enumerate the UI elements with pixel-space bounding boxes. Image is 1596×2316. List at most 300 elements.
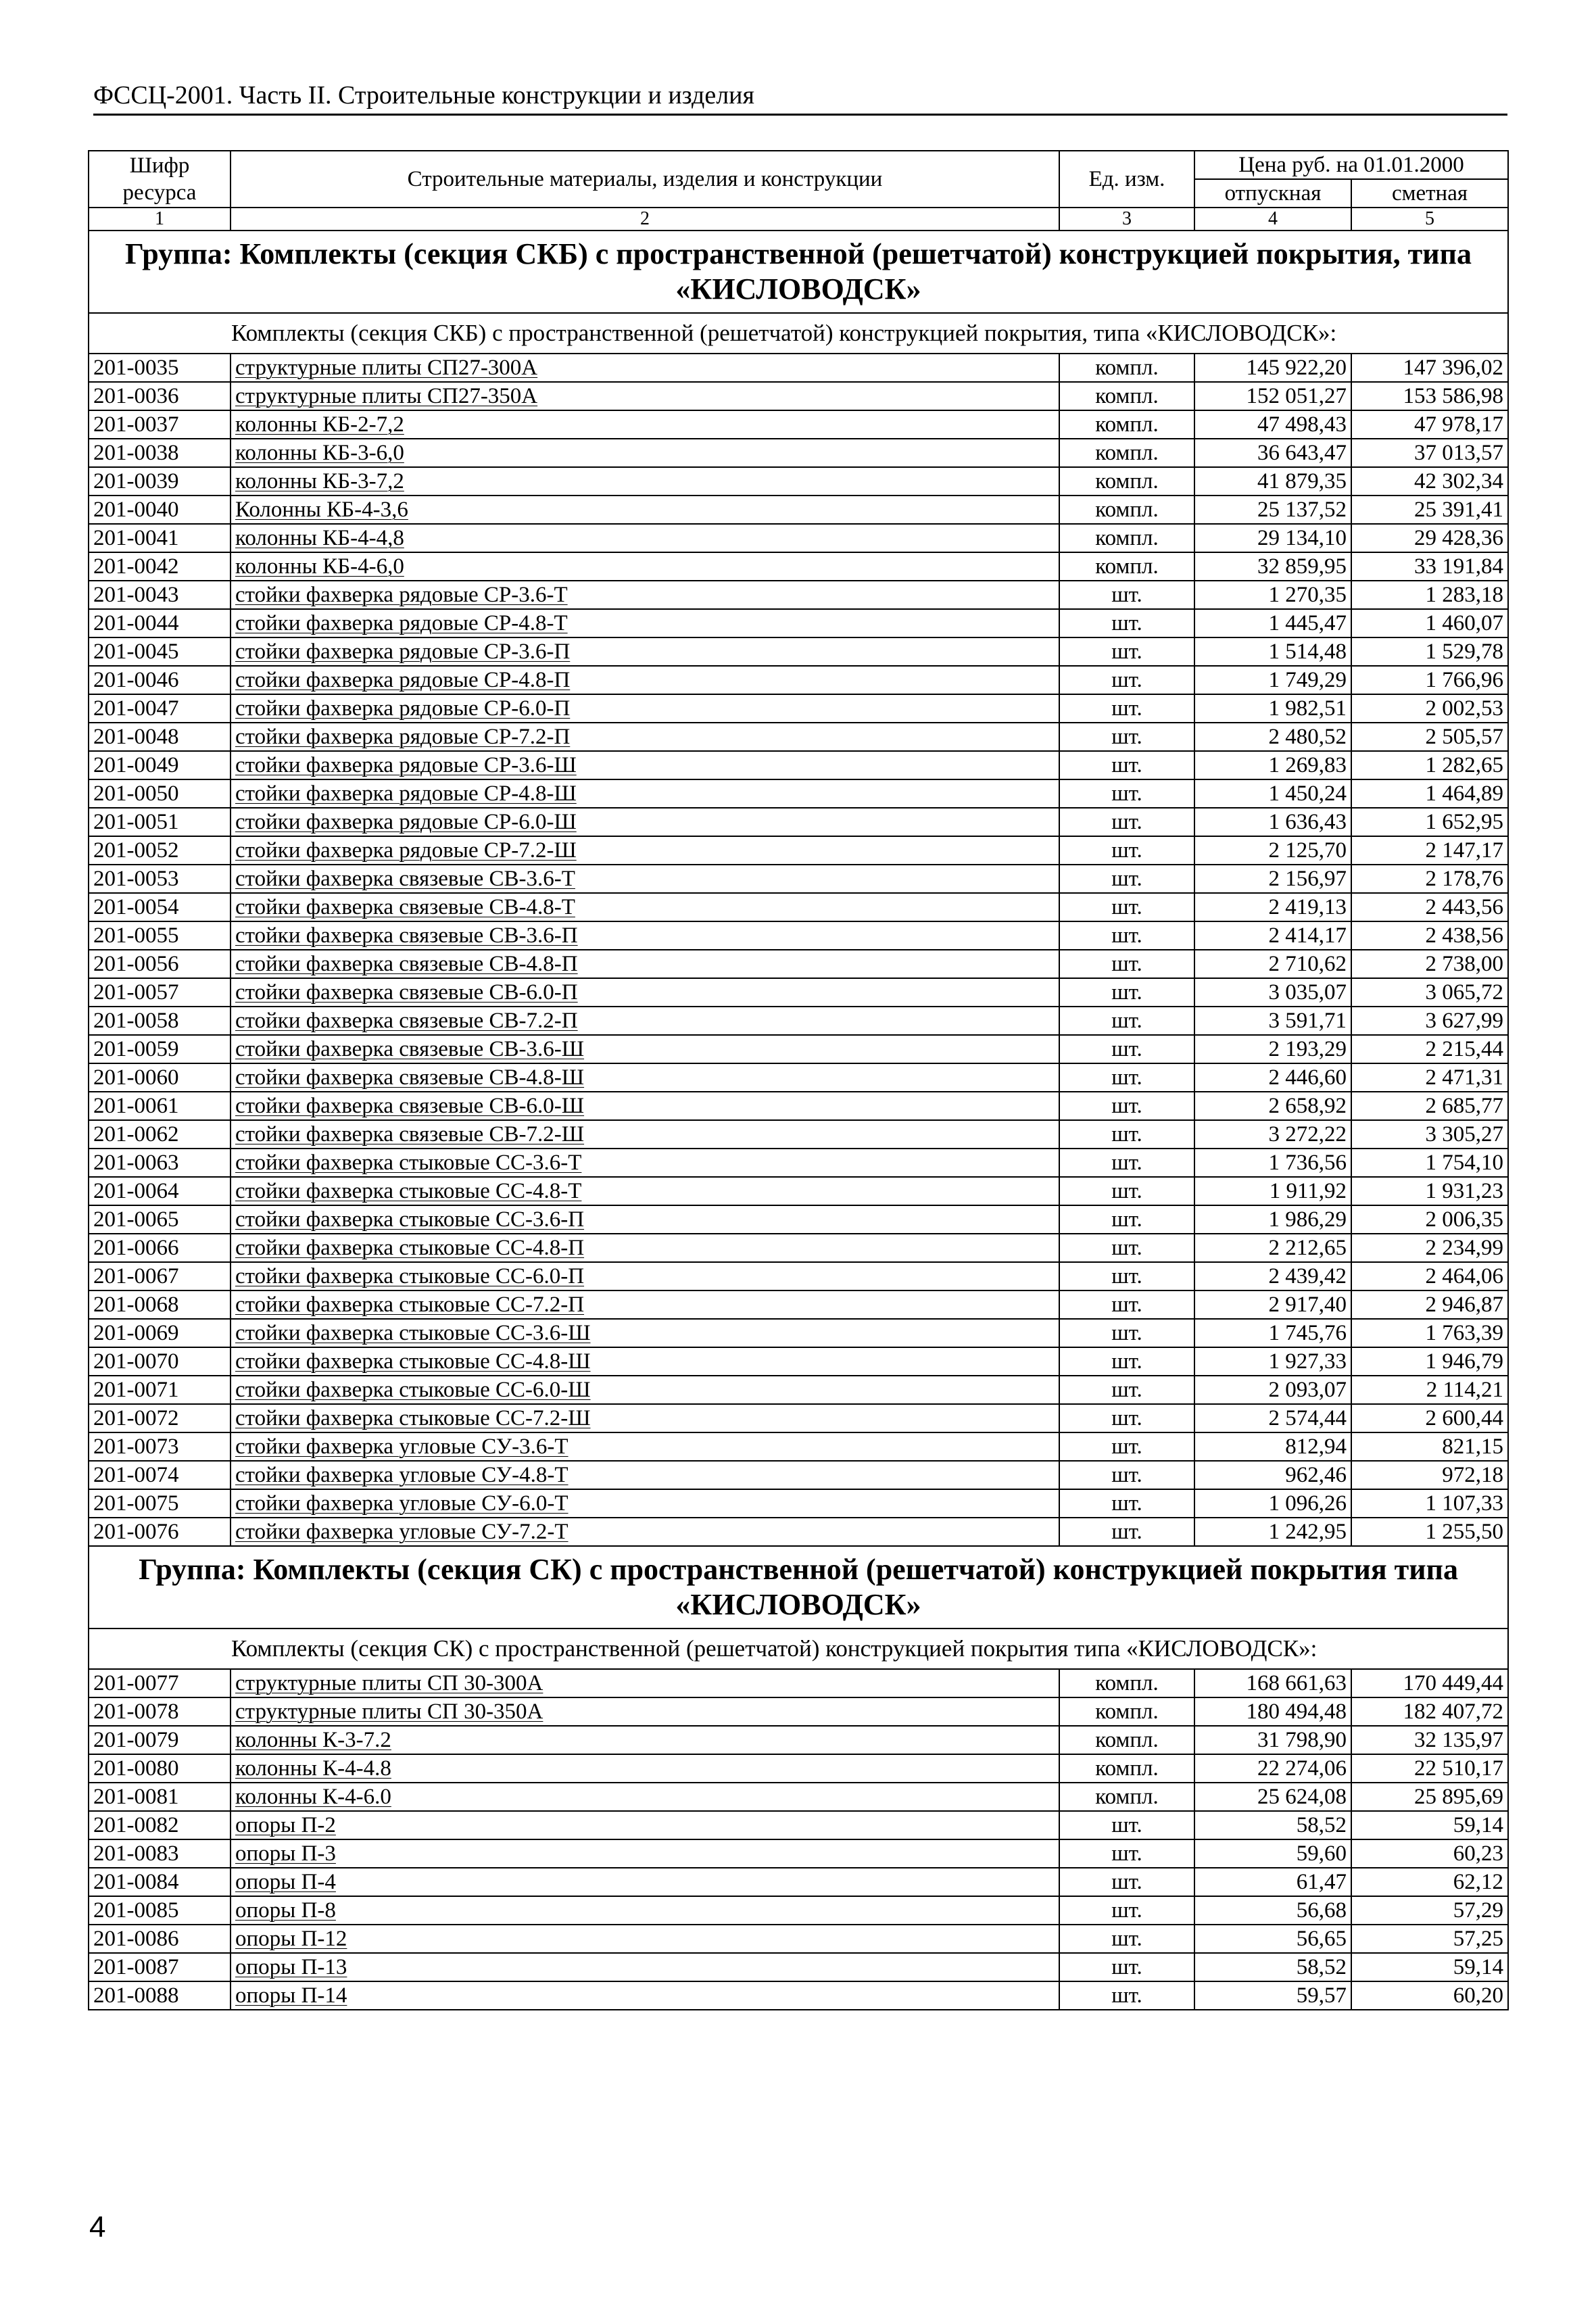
unit-cell: компл. bbox=[1059, 467, 1194, 496]
resource-code: 201-0042 bbox=[89, 552, 231, 581]
item-name: стойки фахверка рядовые СР-3.6-Т bbox=[231, 581, 1059, 609]
resource-code: 201-0077 bbox=[89, 1669, 231, 1697]
col-header-code: Шифр ресурса bbox=[89, 151, 231, 208]
item-name: стойки фахверка связевые СВ-4.8-Ш bbox=[231, 1063, 1059, 1092]
estimate-price: 60,23 bbox=[1351, 1839, 1508, 1868]
table-row bbox=[89, 552, 1508, 581]
table-row bbox=[89, 1319, 1508, 1347]
release-price: 41 879,35 bbox=[1194, 467, 1351, 496]
estimate-price: 57,25 bbox=[1351, 1925, 1508, 1953]
table-row bbox=[89, 1120, 1508, 1149]
unit-cell: шт. bbox=[1059, 1092, 1194, 1120]
unit-cell: шт. bbox=[1059, 1063, 1194, 1092]
estimate-price: 1 464,89 bbox=[1351, 779, 1508, 808]
estimate-price: 1 652,95 bbox=[1351, 808, 1508, 836]
estimate-price: 59,14 bbox=[1351, 1811, 1508, 1839]
resource-code: 201-0038 bbox=[89, 439, 231, 467]
unit-cell: шт. bbox=[1059, 1120, 1194, 1149]
col-number: 3 bbox=[1059, 208, 1194, 231]
unit-cell: компл. bbox=[1059, 382, 1194, 410]
release-price: 1 911,92 bbox=[1194, 1177, 1351, 1205]
table-row bbox=[89, 1925, 1508, 1953]
estimate-price: 1 460,07 bbox=[1351, 609, 1508, 637]
item-name: стойки фахверка связевые СВ-3.6-Ш bbox=[231, 1035, 1059, 1063]
release-price: 32 859,95 bbox=[1194, 552, 1351, 581]
item-name: Колонны КБ-4-3,6 bbox=[231, 496, 1059, 524]
item-name: опоры П-12 bbox=[231, 1925, 1059, 1953]
estimate-price: 62,12 bbox=[1351, 1868, 1508, 1896]
estimate-price: 60,20 bbox=[1351, 1981, 1508, 2010]
table-header bbox=[89, 151, 1508, 231]
col-header-price-group: Цена руб. на 01.01.2000 bbox=[1194, 151, 1508, 179]
resource-code: 201-0075 bbox=[89, 1489, 231, 1518]
item-name: колонны К-4-4.8 bbox=[231, 1754, 1059, 1783]
unit-cell: шт. bbox=[1059, 808, 1194, 836]
release-price: 1 450,24 bbox=[1194, 779, 1351, 808]
table-row bbox=[89, 1868, 1508, 1896]
table-row bbox=[89, 893, 1508, 921]
resource-code: 201-0057 bbox=[89, 978, 231, 1007]
item-name: стойки фахверка стыковые СС-3.6-Т bbox=[231, 1149, 1059, 1177]
release-price: 1 736,56 bbox=[1194, 1149, 1351, 1177]
resource-code: 201-0087 bbox=[89, 1953, 231, 1981]
item-name: стойки фахверка рядовые СР-4.8-Т bbox=[231, 609, 1059, 637]
unit-cell: шт. bbox=[1059, 1177, 1194, 1205]
release-price: 1 986,29 bbox=[1194, 1205, 1351, 1234]
table-row bbox=[89, 524, 1508, 552]
unit-cell: шт. bbox=[1059, 978, 1194, 1007]
estimate-price: 22 510,17 bbox=[1351, 1754, 1508, 1783]
item-name: стойки фахверка связевые СВ-4.8-Т bbox=[231, 893, 1059, 921]
unit-cell: шт. bbox=[1059, 581, 1194, 609]
table-row bbox=[89, 1896, 1508, 1925]
item-name: опоры П-8 bbox=[231, 1896, 1059, 1925]
unit-cell: шт. bbox=[1059, 1319, 1194, 1347]
col-header-unit: Ед. изм. bbox=[1059, 151, 1194, 208]
estimate-price: 1 931,23 bbox=[1351, 1177, 1508, 1205]
estimate-price: 2 006,35 bbox=[1351, 1205, 1508, 1234]
table-row bbox=[89, 1754, 1508, 1783]
resource-code: 201-0035 bbox=[89, 354, 231, 382]
item-name: стойки фахверка угловые СУ-7.2-Т bbox=[231, 1518, 1059, 1546]
table-row bbox=[89, 1347, 1508, 1376]
item-name: стойки фахверка угловые СУ-4.8-Т bbox=[231, 1461, 1059, 1489]
item-name: стойки фахверка рядовые СР-4.8-Ш bbox=[231, 779, 1059, 808]
unit-cell: шт. bbox=[1059, 1205, 1194, 1234]
unit-cell: компл. bbox=[1059, 439, 1194, 467]
table-row bbox=[89, 1432, 1508, 1461]
estimate-price: 1 529,78 bbox=[1351, 637, 1508, 666]
release-price: 2 446,60 bbox=[1194, 1063, 1351, 1092]
unit-cell: шт. bbox=[1059, 779, 1194, 808]
estimate-price: 33 191,84 bbox=[1351, 552, 1508, 581]
item-name: стойки фахверка рядовые СР-7.2-Ш bbox=[231, 836, 1059, 865]
unit-cell: шт. bbox=[1059, 1896, 1194, 1925]
table-row bbox=[89, 1262, 1508, 1290]
estimate-price: 47 978,17 bbox=[1351, 410, 1508, 439]
release-price: 2 658,92 bbox=[1194, 1092, 1351, 1120]
release-price: 2 419,13 bbox=[1194, 893, 1351, 921]
release-price: 812,94 bbox=[1194, 1432, 1351, 1461]
estimate-price: 2 178,76 bbox=[1351, 865, 1508, 893]
table-row bbox=[89, 354, 1508, 382]
release-price: 29 134,10 bbox=[1194, 524, 1351, 552]
table-row bbox=[89, 1726, 1508, 1754]
unit-cell: шт. bbox=[1059, 836, 1194, 865]
resource-code: 201-0047 bbox=[89, 694, 231, 723]
release-price: 61,47 bbox=[1194, 1868, 1351, 1896]
unit-cell: шт. bbox=[1059, 1953, 1194, 1981]
table-row bbox=[89, 1461, 1508, 1489]
item-name: колонны КБ-4-6,0 bbox=[231, 552, 1059, 581]
table-row bbox=[89, 1404, 1508, 1432]
table-row bbox=[89, 1669, 1508, 1697]
table-row bbox=[89, 1007, 1508, 1035]
col-number: 2 bbox=[231, 208, 1059, 231]
estimate-price: 2 600,44 bbox=[1351, 1404, 1508, 1432]
resource-code: 201-0066 bbox=[89, 1234, 231, 1262]
table-body bbox=[89, 231, 1508, 2010]
table-row bbox=[89, 1290, 1508, 1319]
release-price: 59,57 bbox=[1194, 1981, 1351, 2010]
release-price: 25 624,08 bbox=[1194, 1783, 1351, 1811]
table-row bbox=[89, 978, 1508, 1007]
resource-code: 201-0065 bbox=[89, 1205, 231, 1234]
resource-code: 201-0071 bbox=[89, 1376, 231, 1404]
estimate-price: 821,15 bbox=[1351, 1432, 1508, 1461]
release-price: 1 927,33 bbox=[1194, 1347, 1351, 1376]
item-name: стойки фахверка рядовые СР-3.6-П bbox=[231, 637, 1059, 666]
unit-cell: компл. bbox=[1059, 496, 1194, 524]
release-price: 145 922,20 bbox=[1194, 354, 1351, 382]
item-name: стойки фахверка связевые СВ-6.0-Ш bbox=[231, 1092, 1059, 1120]
table-row bbox=[89, 1811, 1508, 1839]
item-name: стойки фахверка стыковые СС-6.0-П bbox=[231, 1262, 1059, 1290]
item-name: опоры П-3 bbox=[231, 1839, 1059, 1868]
table-row bbox=[89, 1783, 1508, 1811]
item-name: опоры П-13 bbox=[231, 1953, 1059, 1981]
resource-code: 201-0048 bbox=[89, 723, 231, 751]
estimate-price: 1 766,96 bbox=[1351, 666, 1508, 694]
unit-cell: шт. bbox=[1059, 1035, 1194, 1063]
table-row bbox=[89, 808, 1508, 836]
resource-code: 201-0063 bbox=[89, 1149, 231, 1177]
resource-code: 201-0054 bbox=[89, 893, 231, 921]
unit-cell: компл. bbox=[1059, 1726, 1194, 1754]
item-name: стойки фахверка рядовые СР-6.0-П bbox=[231, 694, 1059, 723]
item-name: колонны КБ-3-7,2 bbox=[231, 467, 1059, 496]
unit-cell: шт. bbox=[1059, 751, 1194, 779]
unit-cell: компл. bbox=[1059, 1783, 1194, 1811]
table-row bbox=[89, 921, 1508, 950]
resource-code: 201-0045 bbox=[89, 637, 231, 666]
resource-code: 201-0055 bbox=[89, 921, 231, 950]
unit-cell: шт. bbox=[1059, 1404, 1194, 1432]
resource-code: 201-0081 bbox=[89, 1783, 231, 1811]
release-price: 56,65 bbox=[1194, 1925, 1351, 1953]
unit-cell: шт. bbox=[1059, 1981, 1194, 2010]
item-name: стойки фахверка связевые СВ-6.0-П bbox=[231, 978, 1059, 1007]
item-name: стойки фахверка стыковые СС-3.6-П bbox=[231, 1205, 1059, 1234]
resource-code: 201-0067 bbox=[89, 1262, 231, 1290]
unit-cell: компл. bbox=[1059, 410, 1194, 439]
item-name: стойки фахверка стыковые СС-4.8-Ш bbox=[231, 1347, 1059, 1376]
estimate-price: 1 282,65 bbox=[1351, 751, 1508, 779]
estimate-price: 2 002,53 bbox=[1351, 694, 1508, 723]
table-row bbox=[89, 496, 1508, 524]
unit-cell: шт. bbox=[1059, 921, 1194, 950]
estimate-price: 147 396,02 bbox=[1351, 354, 1508, 382]
unit-cell: шт. bbox=[1059, 865, 1194, 893]
estimate-price: 1 754,10 bbox=[1351, 1149, 1508, 1177]
item-name: стойки фахверка связевые СВ-3.6-Т bbox=[231, 865, 1059, 893]
release-price: 56,68 bbox=[1194, 1896, 1351, 1925]
estimate-price: 170 449,44 bbox=[1351, 1669, 1508, 1697]
unit-cell: шт. bbox=[1059, 1461, 1194, 1489]
estimate-price: 2 114,21 bbox=[1351, 1376, 1508, 1404]
item-name: стойки фахверка связевые СВ-7.2-Ш bbox=[231, 1120, 1059, 1149]
table-row bbox=[89, 1063, 1508, 1092]
resource-code: 201-0079 bbox=[89, 1726, 231, 1754]
item-name: стойки фахверка угловые СУ-3.6-Т bbox=[231, 1432, 1059, 1461]
unit-cell: шт. bbox=[1059, 1262, 1194, 1290]
table-row bbox=[89, 1953, 1508, 1981]
item-name: стойки фахверка рядовые СР-3.6-Ш bbox=[231, 751, 1059, 779]
item-name: стойки фахверка связевые СВ-7.2-П bbox=[231, 1007, 1059, 1035]
item-name: стойки фахверка рядовые СР-6.0-Ш bbox=[231, 808, 1059, 836]
resource-code: 201-0074 bbox=[89, 1461, 231, 1489]
release-price: 2 710,62 bbox=[1194, 950, 1351, 978]
table-row bbox=[89, 1234, 1508, 1262]
estimate-price: 2 147,17 bbox=[1351, 836, 1508, 865]
estimate-price: 59,14 bbox=[1351, 1953, 1508, 1981]
release-price: 58,52 bbox=[1194, 1953, 1351, 1981]
estimate-price: 32 135,97 bbox=[1351, 1726, 1508, 1754]
item-name: стойки фахверка стыковые СС-4.8-Т bbox=[231, 1177, 1059, 1205]
resource-code: 201-0051 bbox=[89, 808, 231, 836]
estimate-price: 2 443,56 bbox=[1351, 893, 1508, 921]
estimate-price: 42 302,34 bbox=[1351, 467, 1508, 496]
group-title-row bbox=[89, 1546, 1508, 1629]
resource-code: 201-0059 bbox=[89, 1035, 231, 1063]
item-name: структурные плиты СП27-350А bbox=[231, 382, 1059, 410]
unit-cell: шт. bbox=[1059, 1234, 1194, 1262]
page-number: 4 bbox=[89, 2211, 106, 2244]
release-price: 1 242,95 bbox=[1194, 1518, 1351, 1546]
resource-code: 201-0046 bbox=[89, 666, 231, 694]
resource-code: 201-0041 bbox=[89, 524, 231, 552]
unit-cell: шт. bbox=[1059, 1518, 1194, 1546]
table-row bbox=[89, 950, 1508, 978]
resource-code: 201-0062 bbox=[89, 1120, 231, 1149]
release-price: 47 498,43 bbox=[1194, 410, 1351, 439]
release-price: 1 745,76 bbox=[1194, 1319, 1351, 1347]
release-price: 1 749,29 bbox=[1194, 666, 1351, 694]
table-row bbox=[89, 1205, 1508, 1234]
estimate-price: 2 215,44 bbox=[1351, 1035, 1508, 1063]
estimate-price: 3 065,72 bbox=[1351, 978, 1508, 1007]
estimate-price: 25 895,69 bbox=[1351, 1783, 1508, 1811]
estimate-price: 57,29 bbox=[1351, 1896, 1508, 1925]
release-price: 2 156,97 bbox=[1194, 865, 1351, 893]
table-row bbox=[89, 637, 1508, 666]
resource-code: 201-0039 bbox=[89, 467, 231, 496]
item-name: колонны КБ-4-4,8 bbox=[231, 524, 1059, 552]
table-row bbox=[89, 1177, 1508, 1205]
resource-code: 201-0036 bbox=[89, 382, 231, 410]
resource-code: 201-0037 bbox=[89, 410, 231, 439]
release-price: 2 125,70 bbox=[1194, 836, 1351, 865]
item-name: стойки фахверка стыковые СС-4.8-П bbox=[231, 1234, 1059, 1262]
release-price: 2 193,29 bbox=[1194, 1035, 1351, 1063]
release-price: 25 137,52 bbox=[1194, 496, 1351, 524]
col-number: 1 bbox=[89, 208, 231, 231]
estimate-price: 25 391,41 bbox=[1351, 496, 1508, 524]
release-price: 36 643,47 bbox=[1194, 439, 1351, 467]
unit-cell: шт. bbox=[1059, 723, 1194, 751]
release-price: 168 661,63 bbox=[1194, 1669, 1351, 1697]
unit-cell: шт. bbox=[1059, 1149, 1194, 1177]
release-price: 1 096,26 bbox=[1194, 1489, 1351, 1518]
page-header: ФССЦ-2001. Часть II. Строительные конструкции и изделия bbox=[93, 80, 1507, 116]
release-price: 2 574,44 bbox=[1194, 1404, 1351, 1432]
estimate-price: 153 586,98 bbox=[1351, 382, 1508, 410]
unit-cell: шт. bbox=[1059, 1489, 1194, 1518]
release-price: 2 093,07 bbox=[1194, 1376, 1351, 1404]
table-row bbox=[89, 439, 1508, 467]
unit-cell: компл. bbox=[1059, 354, 1194, 382]
group-title-row bbox=[89, 231, 1508, 313]
release-price: 152 051,27 bbox=[1194, 382, 1351, 410]
estimate-price: 2 464,06 bbox=[1351, 1262, 1508, 1290]
resource-code: 201-0040 bbox=[89, 496, 231, 524]
item-name: стойки фахверка стыковые СС-7.2-Ш bbox=[231, 1404, 1059, 1432]
estimate-price: 2 505,57 bbox=[1351, 723, 1508, 751]
release-price: 59,60 bbox=[1194, 1839, 1351, 1868]
item-name: стойки фахверка стыковые СС-7.2-П bbox=[231, 1290, 1059, 1319]
unit-cell: шт. bbox=[1059, 1376, 1194, 1404]
table-row bbox=[89, 1697, 1508, 1726]
group-title: Группа: Комплекты (секция СК) с пространственной (решетчатой) конструкцией покрытия типа «КИСЛОВОДСК» bbox=[89, 1546, 1508, 1629]
unit-cell: шт. bbox=[1059, 1839, 1194, 1868]
release-price: 2 917,40 bbox=[1194, 1290, 1351, 1319]
item-name: стойки фахверка связевые СВ-3.6-П bbox=[231, 921, 1059, 950]
col-number: 5 bbox=[1351, 208, 1508, 231]
resource-code: 201-0064 bbox=[89, 1177, 231, 1205]
unit-cell: шт. bbox=[1059, 1007, 1194, 1035]
item-name: стойки фахверка рядовые СР-7.2-П bbox=[231, 723, 1059, 751]
unit-cell: компл. bbox=[1059, 1754, 1194, 1783]
table-row bbox=[89, 723, 1508, 751]
resource-code: 201-0044 bbox=[89, 609, 231, 637]
group-intro: Комплекты (секция СК) с пространственной (решетчатой) конструкцией покрытия типа «КИСЛОВОДСК»: bbox=[89, 1629, 1508, 1669]
estimate-price: 182 407,72 bbox=[1351, 1697, 1508, 1726]
estimate-price: 2 946,87 bbox=[1351, 1290, 1508, 1319]
release-price: 3 272,22 bbox=[1194, 1120, 1351, 1149]
table-row bbox=[89, 1376, 1508, 1404]
estimate-price: 972,18 bbox=[1351, 1461, 1508, 1489]
unit-cell: шт. bbox=[1059, 637, 1194, 666]
resource-code: 201-0076 bbox=[89, 1518, 231, 1546]
resource-code: 201-0053 bbox=[89, 865, 231, 893]
resource-code: 201-0082 bbox=[89, 1811, 231, 1839]
group-title: Группа: Комплекты (секция СКБ) с пространственной (решетчатой) конструкцией покрытия, типа «КИСЛОВОДСК» bbox=[89, 231, 1508, 313]
estimate-price: 1 946,79 bbox=[1351, 1347, 1508, 1376]
unit-cell: шт. bbox=[1059, 1290, 1194, 1319]
resource-code: 201-0073 bbox=[89, 1432, 231, 1461]
release-price: 3 035,07 bbox=[1194, 978, 1351, 1007]
item-name: опоры П-2 bbox=[231, 1811, 1059, 1839]
item-name: колонны К-4-6.0 bbox=[231, 1783, 1059, 1811]
table-row bbox=[89, 1092, 1508, 1120]
release-price: 2 212,65 bbox=[1194, 1234, 1351, 1262]
estimate-price: 2 234,99 bbox=[1351, 1234, 1508, 1262]
unit-cell: шт. bbox=[1059, 1811, 1194, 1839]
resource-code: 201-0084 bbox=[89, 1868, 231, 1896]
table-row bbox=[89, 1035, 1508, 1063]
resource-code: 201-0049 bbox=[89, 751, 231, 779]
resource-code: 201-0086 bbox=[89, 1925, 231, 1953]
col-header-estimate-price: сметная bbox=[1351, 179, 1508, 208]
group-intro-row bbox=[89, 1629, 1508, 1669]
release-price: 2 414,17 bbox=[1194, 921, 1351, 950]
unit-cell: шт. bbox=[1059, 893, 1194, 921]
resource-code: 201-0043 bbox=[89, 581, 231, 609]
unit-cell: шт. bbox=[1059, 950, 1194, 978]
resource-code: 201-0070 bbox=[89, 1347, 231, 1376]
estimate-price: 29 428,36 bbox=[1351, 524, 1508, 552]
col-header-release-price: отпускная bbox=[1194, 179, 1351, 208]
release-price: 962,46 bbox=[1194, 1461, 1351, 1489]
unit-cell: компл. bbox=[1059, 524, 1194, 552]
table-row bbox=[89, 694, 1508, 723]
item-name: стойки фахверка связевые СВ-4.8-П bbox=[231, 950, 1059, 978]
estimate-price: 2 438,56 bbox=[1351, 921, 1508, 950]
resource-code: 201-0068 bbox=[89, 1290, 231, 1319]
unit-cell: компл. bbox=[1059, 1697, 1194, 1726]
resource-code: 201-0083 bbox=[89, 1839, 231, 1868]
release-price: 22 274,06 bbox=[1194, 1754, 1351, 1783]
release-price: 3 591,71 bbox=[1194, 1007, 1351, 1035]
estimate-price: 3 627,99 bbox=[1351, 1007, 1508, 1035]
unit-cell: компл. bbox=[1059, 552, 1194, 581]
estimate-price: 1 107,33 bbox=[1351, 1489, 1508, 1518]
item-name: стойки фахверка стыковые СС-3.6-Ш bbox=[231, 1319, 1059, 1347]
estimate-price: 2 685,77 bbox=[1351, 1092, 1508, 1120]
item-name: колонны КБ-2-7,2 bbox=[231, 410, 1059, 439]
estimate-price: 2 738,00 bbox=[1351, 950, 1508, 978]
release-price: 31 798,90 bbox=[1194, 1726, 1351, 1754]
table-row bbox=[89, 779, 1508, 808]
table-row bbox=[89, 609, 1508, 637]
estimate-price: 1 763,39 bbox=[1351, 1319, 1508, 1347]
resource-code: 201-0056 bbox=[89, 950, 231, 978]
resource-code: 201-0069 bbox=[89, 1319, 231, 1347]
table-row bbox=[89, 581, 1508, 609]
resource-code: 201-0060 bbox=[89, 1063, 231, 1092]
table-row bbox=[89, 1149, 1508, 1177]
resource-code: 201-0088 bbox=[89, 1981, 231, 2010]
estimate-price: 3 305,27 bbox=[1351, 1120, 1508, 1149]
unit-cell: шт. bbox=[1059, 1925, 1194, 1953]
item-name: стойки фахверка угловые СУ-6.0-Т bbox=[231, 1489, 1059, 1518]
column-numbers-row bbox=[89, 208, 1508, 231]
col-header-materials: Строительные материалы, изделия и конструкции bbox=[231, 151, 1059, 208]
resource-code: 201-0050 bbox=[89, 779, 231, 808]
unit-cell: шт. bbox=[1059, 666, 1194, 694]
release-price: 2 439,42 bbox=[1194, 1262, 1351, 1290]
resource-code: 201-0078 bbox=[89, 1697, 231, 1726]
